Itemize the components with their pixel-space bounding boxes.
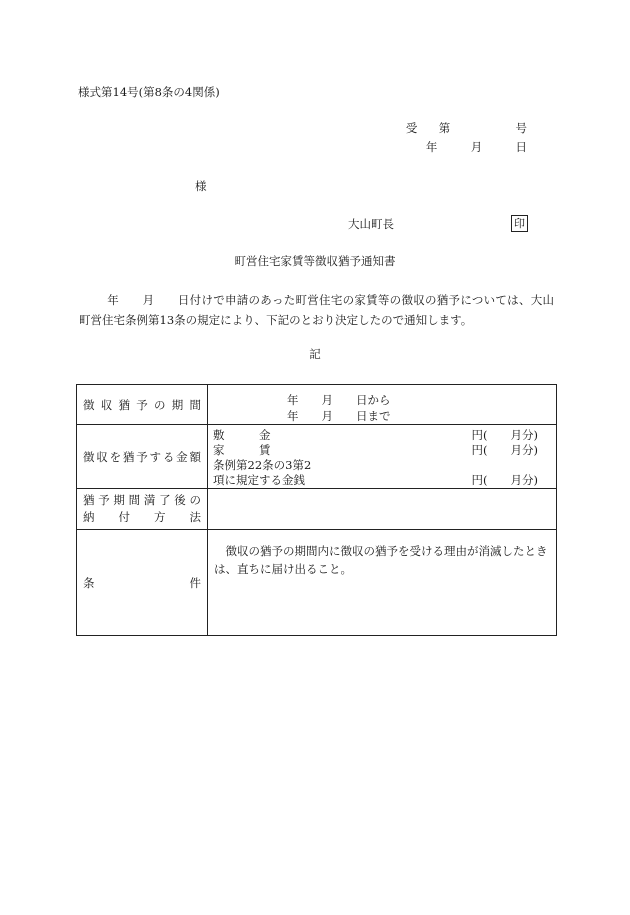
seal-mark: 印 — [511, 215, 528, 232]
body-paragraph — [79, 290, 554, 330]
table-row-condition — [77, 530, 557, 636]
receipt-date-line — [426, 142, 527, 154]
table-row-amount — [77, 425, 557, 489]
body-text: 年 月 日付けで申請のあった町営住宅の家賃等の徴収の猶予については、大山町営住宅条例第13条の規定により、下記のとおり決定したので通知します。 — [79, 293, 554, 327]
table-row-period — [77, 385, 557, 425]
receipt-uke: 受 — [405, 121, 418, 135]
details-table — [76, 384, 557, 636]
condition-value-cell — [208, 530, 557, 636]
receipt-day: 日 — [515, 140, 527, 154]
amount-article-text2: 項に規定する金銭 — [213, 473, 305, 487]
condition-label: 条件 — [83, 575, 201, 590]
condition-text: 徴収の猶予の期間内に徴収の猶予を受ける理由が消滅したときは、直ちに届け出ること。 — [214, 544, 548, 576]
period-label: 徴収猶予の期間 — [83, 397, 201, 412]
amount-deposit-label: 敷 金 — [213, 428, 271, 442]
amount-value-cell — [208, 425, 557, 489]
amount-article-line2 — [208, 473, 556, 488]
receipt-month: 月 — [470, 140, 483, 154]
ki-heading: 記 — [309, 347, 321, 361]
period-value-cell — [208, 385, 557, 425]
receipt-number-line — [406, 123, 527, 135]
addressee-sama: 様 — [195, 179, 207, 193]
amount-label: 徴収を猶予する金額 — [83, 449, 201, 464]
amount-article-line1 — [208, 458, 556, 473]
payment-label-line2: 納付方法 — [83, 510, 201, 524]
amount-rent-label: 家 賃 — [213, 443, 271, 457]
payment-label-line1: 猶予期間満了後の — [83, 493, 201, 507]
receipt-dai: 第 — [438, 121, 451, 135]
amount-label-cell — [77, 425, 208, 489]
document-title: 町営住宅家賃等徴収猶予通知書 — [234, 254, 396, 268]
period-to: 年 月 日まで — [287, 409, 391, 423]
amount-rent-yen: 円( 月分) — [471, 443, 538, 457]
amount-article-text1: 条例第22条の3第2 — [213, 458, 312, 472]
period-from: 年 月 日から — [287, 393, 391, 407]
receipt-go: 号 — [515, 121, 527, 135]
form-number: 様式第14号(第8条の4関係) — [78, 85, 220, 99]
amount-deposit-line — [208, 428, 556, 443]
payment-value-cell — [208, 489, 557, 530]
amount-deposit-yen: 円( 月分) — [471, 428, 538, 442]
receipt-year: 年 — [425, 140, 438, 154]
condition-label-cell — [77, 530, 208, 636]
amount-rent-line — [208, 443, 556, 458]
amount-article-yen: 円( 月分) — [471, 473, 538, 487]
payment-label-cell — [77, 489, 208, 530]
issuer-name: 大山町長 — [348, 217, 394, 231]
table-row-payment — [77, 489, 557, 530]
period-label-cell — [77, 385, 208, 425]
